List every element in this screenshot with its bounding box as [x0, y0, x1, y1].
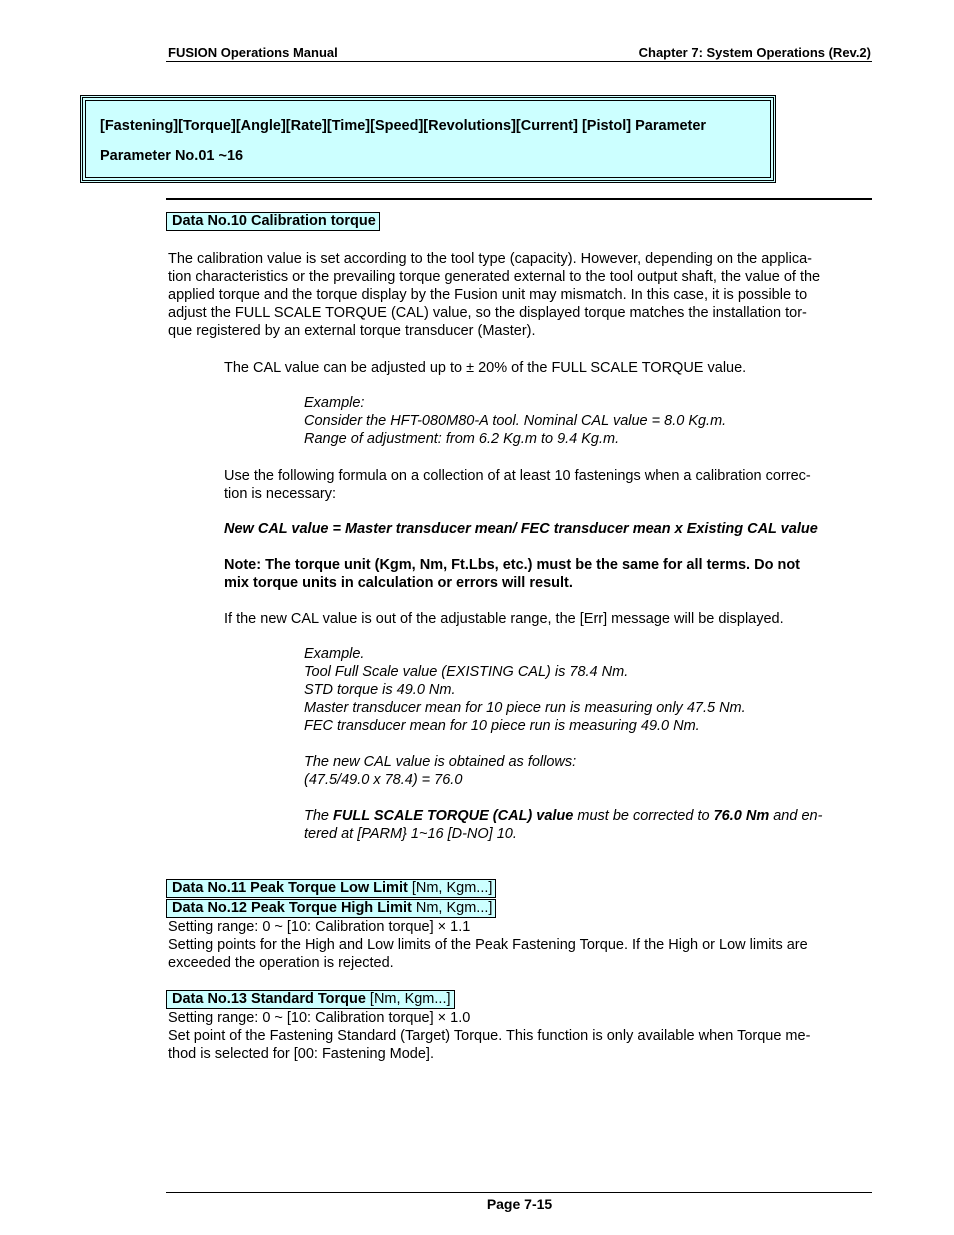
- example-line: Range of adjustment: from 6.2 Kg.m to 9.4 Kg.m.: [304, 431, 620, 447]
- data12-unit: Nm, Kgm...]: [411, 900, 493, 916]
- data11-label: [166, 879, 496, 898]
- final-correction-line: tered at [PARM} 1~16 [D-NO] 10.: [304, 826, 517, 842]
- data11-unit: [Nm, Kgm...]: [407, 880, 493, 896]
- example-line: STD torque is 49.0 Nm.: [304, 682, 456, 698]
- intro-line: applied torque and the torque display by the Fusion unit may mismatch. In this case, it is possible to: [168, 287, 808, 303]
- torque-unit-note: [224, 556, 800, 592]
- formula-intro-line: tion is necessary:: [224, 486, 337, 502]
- example1-block: [304, 394, 726, 448]
- example-line: Tool Full Scale value (EXISTING CAL) is 78.4 Nm.: [304, 664, 629, 680]
- new-cal-line: The new CAL value is obtained as follows:: [304, 754, 577, 770]
- parameter-number-range: Parameter No.01 ~16: [100, 148, 244, 164]
- standard-torque-desc: [168, 1027, 810, 1063]
- data12-title: Data No.12 Peak Torque High Limit: [172, 900, 412, 916]
- desc-line: Setting points for the High and Low limits of the Peak Fastening Torque. If the High or Low limits are: [168, 937, 808, 953]
- err-message-text: If the new CAL value is out of the adjustable range, the [Err] message will be displayed.: [224, 611, 784, 627]
- parameter-title: [Fastening][Torque][Angle][Rate][Time][Speed][Revolutions][Current] [Pistol] Parameter: [100, 118, 707, 134]
- parameter-title-box: [80, 95, 776, 183]
- final-correction-line: [304, 807, 822, 825]
- header-chapter-title: Chapter 7: System Operations (Rev.2): [638, 45, 871, 60]
- note-line: Note: The torque unit (Kgm, Nm, Ft.Lbs, etc.) must be the same for all terms. Do not: [224, 557, 801, 573]
- new-cal-line: (47.5/49.0 x 78.4) = 76.0: [304, 772, 463, 788]
- final-correction-text: [304, 807, 822, 843]
- peak-limit-desc: [168, 936, 808, 972]
- example-line: Example.: [304, 646, 365, 662]
- data12-label: [166, 899, 496, 918]
- footer-divider: [166, 1192, 872, 1193]
- text-run: The: [304, 808, 334, 824]
- text-run: must be corrected to: [573, 808, 714, 824]
- header-divider: [166, 61, 872, 62]
- example2-block: [304, 645, 746, 735]
- peak-limit-range: Setting range: 0 ~ [10: Calibration torque] × 1.1: [168, 919, 471, 935]
- data13-title: Data No.13 Standard Torque: [172, 991, 366, 1007]
- desc-line: Set point of the Fastening Standard (Target) Torque. This function is only available when Torque me-: [168, 1028, 811, 1044]
- formula-intro-line: Use the following formula on a collection of at least 10 fastenings when a calibration correc-: [224, 468, 811, 484]
- full-scale-emphasis: FULL SCALE TORQUE (CAL) value: [333, 808, 574, 824]
- example-line: Example:: [304, 395, 365, 411]
- data13-unit: [Nm, Kgm...]: [365, 991, 451, 1007]
- cal-range-text: The CAL value can be adjusted up to ± 20% of the FULL SCALE TORQUE value.: [224, 360, 747, 376]
- standard-torque-range: Setting range: 0 ~ [10: Calibration torque] × 1.0: [168, 1010, 471, 1026]
- desc-line: thod is selected for [00: Fastening Mode].: [168, 1046, 434, 1062]
- example-line: Consider the HFT-080M80-A tool. Nominal CAL value = 8.0 Kg.m.: [304, 413, 727, 429]
- page-number: Page 7-15: [486, 1196, 553, 1212]
- note-line: mix torque units in calculation or errors will result.: [224, 575, 573, 591]
- intro-line: adjust the FULL SCALE TORQUE (CAL) value, so the displayed torque matches the installation tor-: [168, 305, 807, 321]
- data11-title: Data No.11 Peak Torque Low Limit: [172, 880, 408, 896]
- intro-line: tion characteristics or the prevailing torque generated external to the tool output shaft, the value of the: [168, 269, 821, 285]
- example-line: Master transducer mean for 10 piece run is measuring only 47.5 Nm.: [304, 700, 746, 716]
- corrected-value-emphasis: 76.0 Nm: [713, 808, 770, 824]
- data10-label: Data No.10 Calibration torque: [166, 212, 380, 231]
- intro-line: The calibration value is set according to the tool type (capacity). However, depending on the applica-: [168, 251, 813, 267]
- new-cal-block: [304, 753, 576, 789]
- data10-intro: [168, 250, 820, 340]
- formula-intro: [224, 467, 811, 503]
- cal-formula: New CAL value = Master transducer mean/ FEC transducer mean x Existing CAL value: [224, 521, 818, 537]
- data13-label: [166, 990, 455, 1009]
- header-manual-title: FUSION Operations Manual: [168, 45, 338, 60]
- example-line: FEC transducer mean for 10 piece run is measuring 49.0 Nm.: [304, 718, 700, 734]
- text-run: and en-: [769, 808, 823, 824]
- section-divider: [166, 198, 872, 200]
- intro-line: que registered by an external torque transducer (Master).: [168, 323, 536, 339]
- desc-line: exceeded the operation is rejected.: [168, 955, 394, 971]
